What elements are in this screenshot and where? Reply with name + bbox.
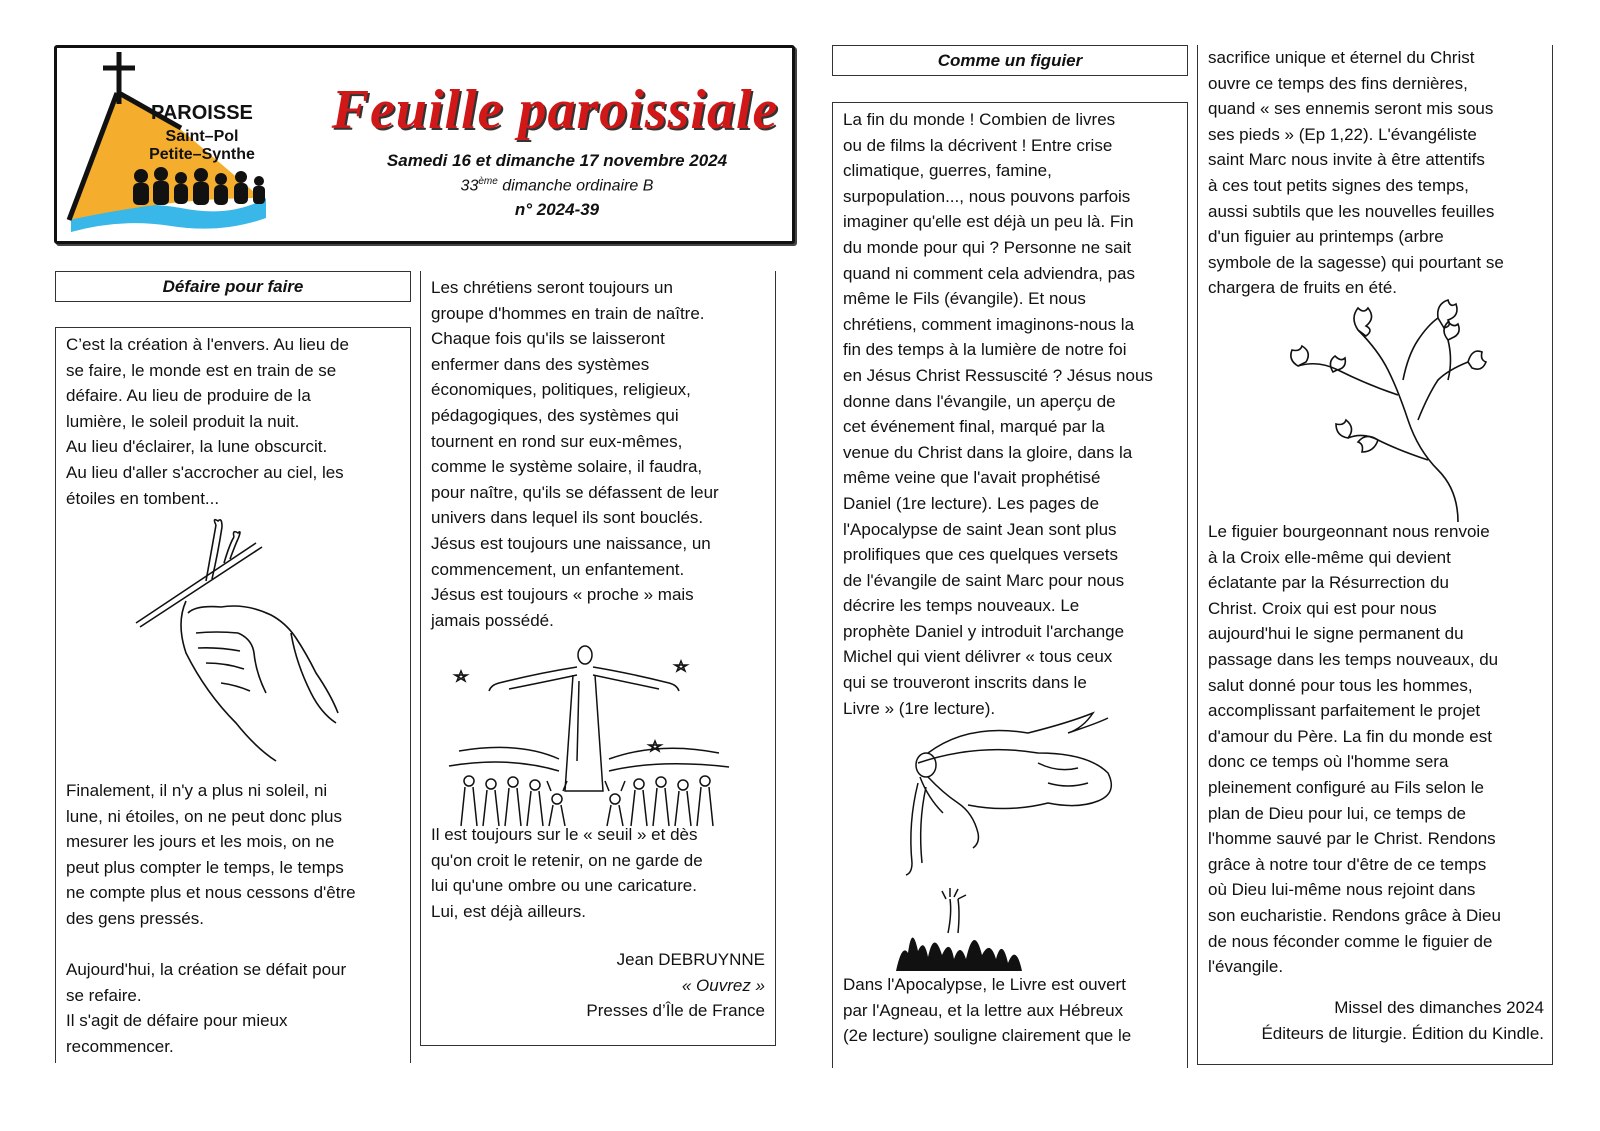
- article1-paragraph1: C’est la création à l'envers. Au lieu de se faire, le monde est en train de se défaire. Au lieu de produire de la lumière, le soleil produit la nuit. Au lieu d'éclairer, la lune obscurcit. Au lieu d'aller s'accrocher au ciel, les étoiles en tombent...: [66, 335, 349, 508]
- article2-source1: Missel des dimanches 2024: [1334, 998, 1544, 1017]
- article2-paragraph4: Le figuier bourgeonnant nous renvoie à la Croix elle-même qui devient éclatante par la Résurrection du Christ. Croix qui est pour nous aujourd'hui le signe permanent du passage dans les temps nouveaux, du salut donné pour tous les hommes, accomplissant parfaitement le projet d'amour du Père. La fin du monde est donc ce temps où l'homme sera pleinement configuré au Fils selon le plan de Dieu pour lui, ce temps de l'homme sauvé par le Christ. Rendons grâce à notre tour d'être de ce temps où Dieu lui-même nous rejoint dans son eucharistie. Rendons grâce à Dieu de nous féconder comme le figuier de l'évangile.: [1208, 522, 1501, 977]
- article1-paragraph4: Il est toujours sur le « seuil » et dès qu'on croit le retenir, on ne garde de lui qu'une ombre ou une caricature. Lui, est déjà ailleurs.: [431, 825, 703, 921]
- masthead: [54, 45, 795, 244]
- article2-column-right: [1197, 45, 1553, 1065]
- article1-column-right: [420, 271, 776, 1046]
- sunday-number: 33: [460, 177, 479, 195]
- page-title: Feuille paroissiale: [331, 79, 779, 141]
- sunday-rest: dimanche ordinaire B: [497, 177, 654, 195]
- article1-author: Jean DEBRUYNNE: [616, 950, 765, 969]
- article2-source: [1208, 995, 1544, 1046]
- liturgical-sunday: [317, 176, 797, 195]
- hand-with-branch-illustration: [126, 523, 346, 768]
- article2-paragraph1: La fin du monde ! Combien de livres ou de films la décrivent ! Entre crise climatique, guerres, famine, surpopulation..., nous pouvons parfois imaginer qu'elle est déjà un peu là. Fin du monde pour qui ? Personne ne sait quand ni comment cela adviendra, pas même le Fils (évangile). Et nous chrétiens, comment imaginons-nous la fin des temps à la lumière de notre foi en Jésus Christ Ressuscité ? Jésus nous donne dans l'évangile, un aperçu de cet événement final, marqué par la venue du Christ dans la gloire, dans la même veine que l'avait prophétisé Daniel (1re lecture). Les pages de l'Apocalypse de saint Jean sont plus prolifiques que ces quelques versets de l'évangile de saint Marc pour nous décrire les temps nouveaux. Le prophète Daniel y introduit l'archange Michel qui vient délivrer « tous ceux qui se trouveront inscrits dans le Livre » (1re lecture).: [843, 110, 1153, 718]
- article1-paragraph3: Les chrétiens seront toujours un groupe d'hommes en train de naître. Chaque fois qu'ils se laisseront enfermer dans des systèmes économiques, politiques, religieux, pédagogiques, des systèmes qui tournent en rond sur eux-mêmes, comme le système solaire, il faudra, pour naître, qu'ils se défassent de leur univers dans lequel ils sont bouclés. Jésus est toujours une naissance, un commencement, un enfantement. Jésus est toujours « proche » mais jamais possédé.: [431, 278, 719, 630]
- article1-book: « Ouvrez »: [681, 975, 765, 995]
- logo-paroisse-text: PAROISSE: [151, 102, 253, 124]
- sunday-suffix: ème: [478, 176, 498, 187]
- issue-number: n° 2024-39: [514, 200, 600, 219]
- issue-date: Samedi 16 et dimanche 17 novembre 2024: [386, 151, 728, 170]
- article2-title: Comme un figuier: [832, 45, 1188, 76]
- article2-paragraph3: sacrifice unique et éternel du Christ ouvre ce temps des fins dernières, quand « ses ennemis seront mis sous ses pieds » (Ep 1,22). L'évangéliste saint Marc nous invite à être attentifs à ces tout petits signes des temps, aussi subtils que les nouvelles feuilles d'un figuier au printemps (arbre symbole de la sagesse) qui pourtant se chargera de fruits en été.: [1208, 48, 1504, 298]
- article1-publisher: Presses d’Île de France: [586, 1001, 765, 1021]
- article1-column-left: [55, 327, 411, 1063]
- christ-arms-open-illustration: [439, 641, 739, 841]
- logo-name-line2: Petite–Synthe: [149, 146, 255, 163]
- archangel-michael-illustration: [888, 723, 1138, 983]
- article1-signature: [431, 947, 765, 1024]
- logo-name-line1: Saint–Pol: [165, 128, 239, 145]
- article1-paragraph2: Finalement, il n'y a plus ni soleil, ni lune, ni étoiles, on ne peut donc plus mesurer les jours et les mois, on ne peut plus compter le temps, le temps ne compte plus et nous cessons d'être des gens pressés. Aujourd'hui, la création se défait pour se refaire. Il s'agit de défaire pour mieux recommencer.: [66, 781, 356, 1056]
- logo-parish-name: [137, 128, 267, 164]
- article2-source2: Éditeurs de liturgie. Édition du Kindle.: [1261, 1023, 1544, 1043]
- article1-title: Défaire pour faire: [55, 271, 411, 302]
- article2-column-left: [832, 102, 1188, 1068]
- fig-branch-illustration: [1278, 300, 1478, 525]
- article2-paragraph2: Dans l'Apocalypse, le Livre est ouvert par l'Agneau, et la lettre aux Hébreux (2e lecture) souligne clairement que le: [843, 975, 1132, 1046]
